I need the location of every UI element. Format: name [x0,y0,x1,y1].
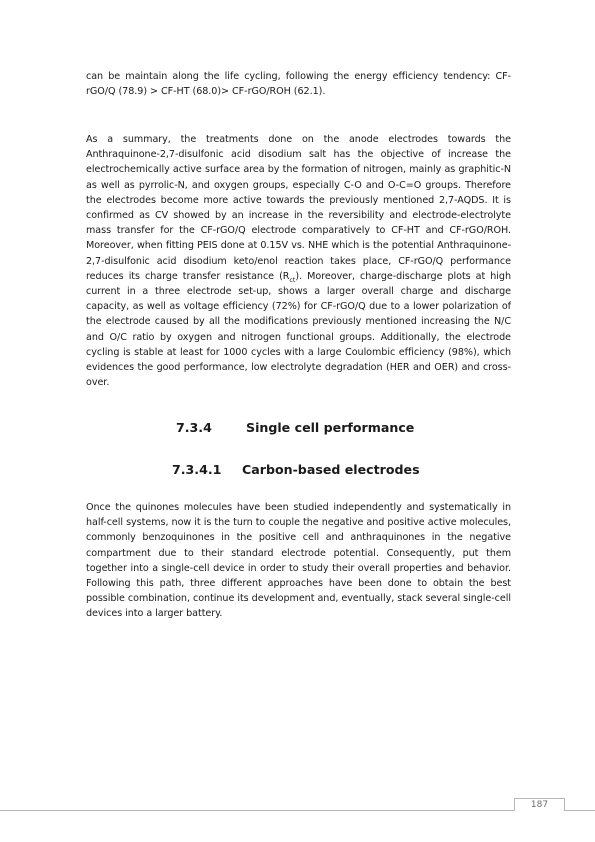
subsection-heading [172,462,420,477]
section-heading [176,420,414,435]
summary-text-part2: ). Moreover, charge-discharge plots at high current in a three electrode set-up, shows a larger overall charge and discharge capacity, as well as voltage efficiency (72%) for CF-rGO/Q due to a lower polarization of the electrode caused by all the modifications previously mentioned increasing the N/C and O/C ratio by oxygen and nitrogen functional groups. Additionally, the electrode cycling is stable at least for 1000 cycles with a large Coulombic efficiency (98%), which evidences the good performance, low electrolyte degradation (HER and OER) and cross-over. [86,270,511,389]
summary-text-part1: As a summary, the treatments done on the anode electrodes towards the Anthraquinone-2,7-disulfonic acid disodium salt has the objective of increase the electrochemically active surface area by the formation of nitrogen, mainly as graphitic-N as well as pyrrolic-N, and oxygen groups, especially C-O and O-C=O groups. Therefore the electrodes become more active towards the previously mentioned 2,7-AQDS. It is confirmed as CV showed by an increase in the reversibility and electrode-electrolyte mass transfer for the CF-rGO/Q electrode comparatively to CF-HT and CF-rGO/ROH. Moreover, when fitting PEIS done at 0.15V vs. NHE which is the potential Anthraquinone-2,7-disulfonic acid disodium keto/enol reaction takes place, CF-rGO/Q performance reduces its charge transfer resistance (R [86,134,511,282]
section-title: Single cell performance [246,420,415,435]
footer-rule-right [563,810,595,811]
footer-rule-left [0,810,514,811]
paragraph-continuation: can be maintain along the life cycling, following the energy efficiency tendency: CF-rGO/Q (78.9) > CF-HT (68.0)> CF-rGO/ROH (62.1). [86,71,511,98]
resistance-subscript: ct [289,275,296,284]
subsection-number: 7.3.4.1 [172,462,222,477]
paragraph-single-cell-intro: Once the quinones molecules have been studied independently and systematically in half-cell systems, now it is the turn to couple the negative and positive active molecules, commonly benzoquinones in the positive cell and anthraquinones in the negative compartment due to their standard electrode potential. Consequently, put them together into a single-cell device in order to study their overall properties and behavior. Following this path, three different approaches have been done to obtain the best possible combination, continue its development and, eventually, stack several single-cell devices into a larger battery. [86,502,511,620]
paragraph-summary [86,132,511,390]
subsection-title: Carbon-based electrodes [242,462,420,477]
page-number: 187 [514,798,565,811]
section-number: 7.3.4 [176,420,212,435]
